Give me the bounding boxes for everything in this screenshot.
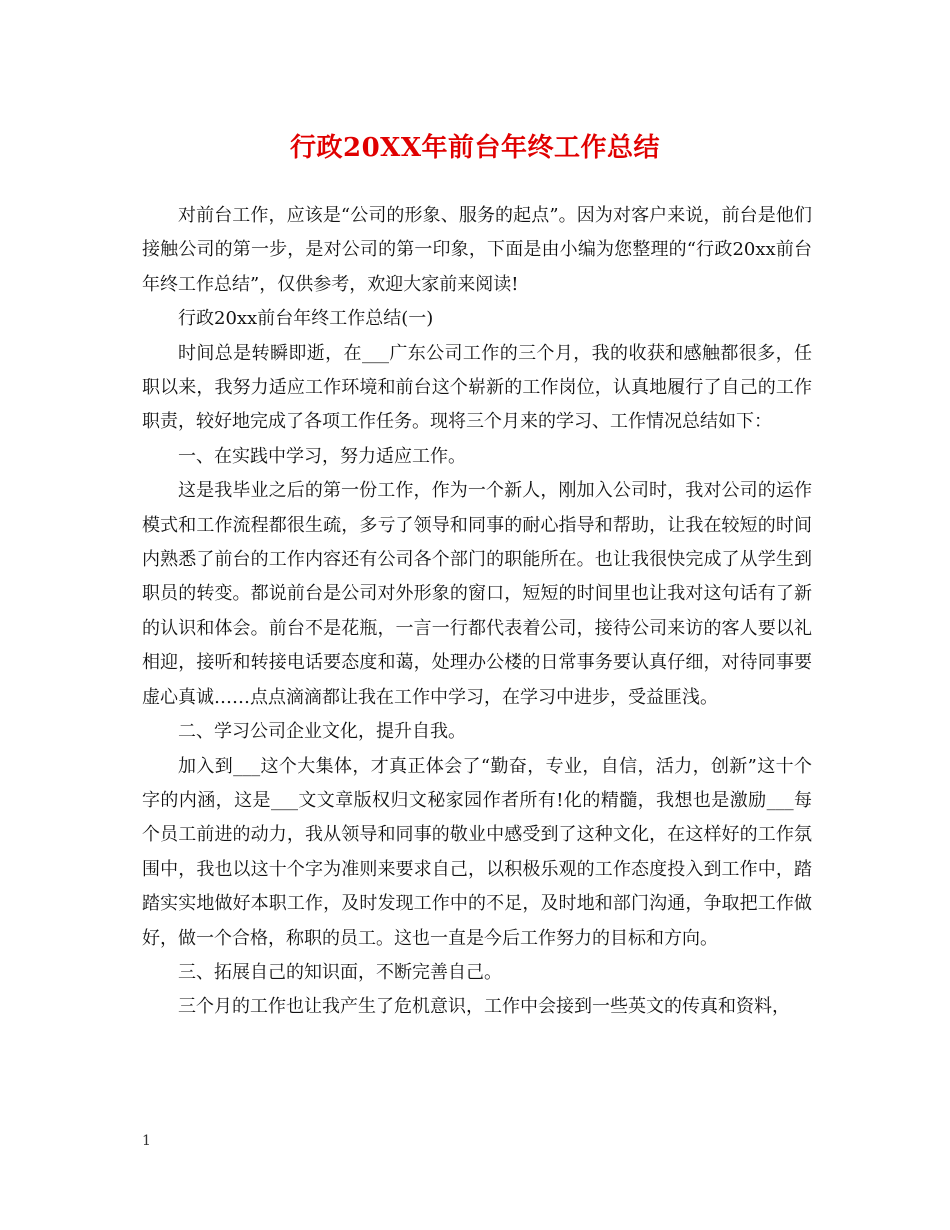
- body-paragraph: 时间总是转瞬即逝，在___广东公司工作的三个月，我的收获和感触都很多，任职以来，我努力适应工作环境和前台这个崭新的工作岗位，认真地履行了自己的工作职责，较好地完成了各项工作任务。现将三个月来的学习、工作情况总结如下：: [142, 342, 812, 433]
- page-number: 1: [142, 1133, 151, 1149]
- section-heading: 行政20xx前台年终工作总结(一): [178, 308, 434, 330]
- body-paragraph: 三个月的工作也让我产生了危机意识，工作中会接到一些英文的传真和资料，: [178, 996, 790, 1018]
- body-paragraph: 加入到___这个大集体，才真正体会了“勤奋，专业，自信，活力，创新”这十个字的内涵，这是___文文章版权归文秘家园作者所有!化的精髓，我想也是激励___每个员工前进的动力，我从领导和同事的敬业中感受到了这种文化，在这样好的工作氛围中，我也以这十个字为准则来要求自己，以积极乐观的工作态度投入到工作中，踏踏实实地做好本职工作，及时发现工作中的不足，及时地和部门沟通，争取把工作做好，做一个合格，称职的员工。这也一直是今后工作努力的目标和方向。: [142, 755, 812, 949]
- body-paragraph: 这是我毕业之后的第一份工作，作为一个新人，刚加入公司时，我对公司的运作模式和工作流程都很生疏，多亏了领导和同事的耐心指导和帮助，让我在较短的时间内熟悉了前台的工作内容还有公司各个部门的职能所在。也让我很快完成了从学生到职员的转变。都说前台是公司对外形象的窗口，短短的时间里也让我对这句话有了新的认识和体会。前台不是花瓶，一言一行都代表着公司，接待公司来访的客人要以礼相迎，接听和转接电话要态度和蔼，处理办公楼的日常事务要认真仔细，对待同事要虚心真诚……点点滴滴都让我在工作中学习，在学习中进步，受益匪浅。: [142, 480, 812, 708]
- document-body: [142, 199, 812, 1025]
- intro-paragraph: 对前台工作，应该是“公司的形象、服务的起点”。因为对客户来说，前台是他们接触公司的第一步，是对公司的第一印象，下面是由小编为您整理的“行政20xx前台年终工作总结”，仅供参考，欢迎大家前来阅读!: [142, 205, 812, 295]
- document-title: 行政20XX年前台年终工作总结: [289, 133, 661, 163]
- subsection-heading: 二、学习公司企业文化，提升自我。: [178, 721, 466, 743]
- subsection-heading: 三、拓展自己的知识面，不断完善自己。: [178, 961, 502, 983]
- subsection-heading: 一、在实践中学习，努力适应工作。: [178, 445, 466, 467]
